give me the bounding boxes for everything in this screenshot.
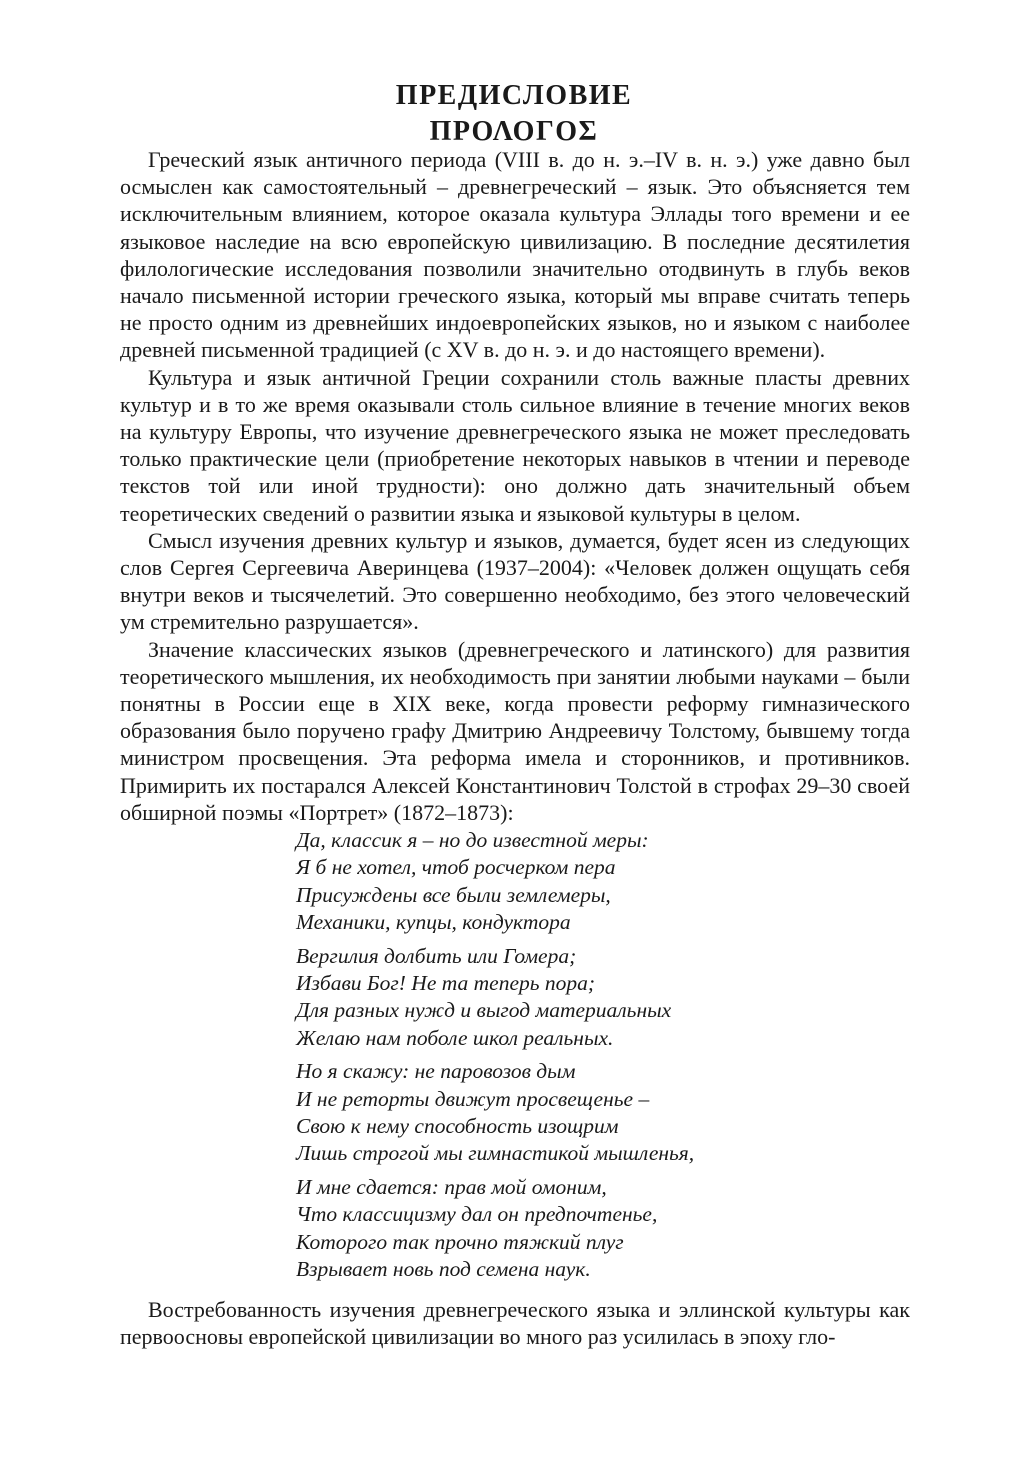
paragraph-3: Смысл изучения древних культур и языков, думается, будет ясен из следующих слов Сергея Сергеевича Аверинцева (1937–2004): «Человек должен ощущать себя внутри веков и тысячелетий. Это совершенно необходимо, без этого человеческий ум стремительно разрушается».: [120, 527, 910, 635]
poem-line: Желаю нам поболе школ реальных.: [296, 1025, 614, 1050]
poem-line: Я б не хотел, чтоб росчерком пера: [296, 855, 616, 880]
poem-line: Что классицизму дал он предпочтенье,: [296, 1202, 658, 1227]
poem-line: Механики, купцы, кондуктора: [296, 910, 571, 935]
closing-text: [120, 1296, 910, 1350]
heading-block: [0, 78, 1028, 150]
body-text: [120, 146, 910, 826]
poem-line: Для разных нужд и выгод материальных: [296, 998, 672, 1023]
poem-line: Вергилия долбить или Гомера;: [296, 943, 577, 968]
paragraph-closing: Востребованность изучения древнегреческого языка и эллинской культуры как первоосновы европейской цивилизации во много раз усилилась в эпоху гло-: [120, 1297, 910, 1350]
poem-line: Взрывает новь под семена наук.: [296, 1257, 591, 1282]
title-russian: ПРЕДИСЛОВИЕ: [395, 80, 633, 111]
paragraph-1: Греческий язык античного периода (VIII в. до н. э.–IV в. н. э.) уже давно был осмыслен как самостоятельный – древнегреческий – язык. Это объясняется тем исключительным влиянием, которое оказала культура Эллады того времени и ее языковое наследие на всю европейскую цивилизацию. В последние десятилетия филологические исследования позволили значительно отодвинуть в глубь веков начало письменной истории греческого языка, который мы вправе считать теперь не просто одним из древнейших индоевропейских языков, но и языком с наиболее древней письменной традицией (с XV в. до н. э. и до настоящего времени).: [120, 147, 910, 363]
poem-stanza-2: [296, 943, 896, 1053]
poem-line: Но я скажу: не паровозов дым: [296, 1059, 576, 1084]
paragraph-2: Культура и язык античной Греции сохранили столь важные пласты древних культур и в то же время оказывали столь сильное влияние в течение многих веков на культуру Европы, что изучение древнегреческого языка не может преследовать только практические цели (приобретение некоторых навыков в чтении и переводе текстов той или иной трудности): оно должно дать значительный объем теоретических сведений о развитии языка и языковой культуры в целом.: [120, 364, 910, 526]
poem-line: Избави Бог! Не та теперь пора;: [296, 971, 596, 996]
poem-line: Свою к нему способность изощрим: [296, 1114, 619, 1139]
poem-stanza-4: [296, 1174, 896, 1284]
paragraph-4: Значение классических языков (древнегреческого и латинского) для развития теоретического мышления, их необходимость при занятии любыми науками – были понятны в России еще в XIX веке, когда провести реформу гимназического образования было поручено графу Дмитрию Андреевичу Толстому, бывшему тогда министром просвещения. Эта реформа имела и сторонников, и противников. Примирить их постарался Алексей Константинович Толстой в строфах 29–30 своей обширной поэмы «Портрет» (1872–1873):: [120, 636, 910, 825]
poem-line: Да, классик я – но до известной меры:: [296, 828, 649, 852]
poem-line: Присуждены все были землемеры,: [296, 882, 611, 907]
poem-line: И не реторты движут просвещенье –: [296, 1086, 650, 1111]
poem-line: И мне сдается: прав мой омоним,: [296, 1174, 607, 1199]
poem-stanza-3: [296, 1058, 896, 1168]
poem-line: Лишь строгой мы гимнастикой мышленья,: [296, 1141, 695, 1166]
poem-line: Которого так прочно тяжкий плуг: [296, 1229, 624, 1254]
poem-stanza-1: [296, 827, 896, 937]
title-greek: ΠΡΟΛΟΓΟΣ: [429, 116, 599, 147]
poem-quote: [296, 827, 896, 1290]
